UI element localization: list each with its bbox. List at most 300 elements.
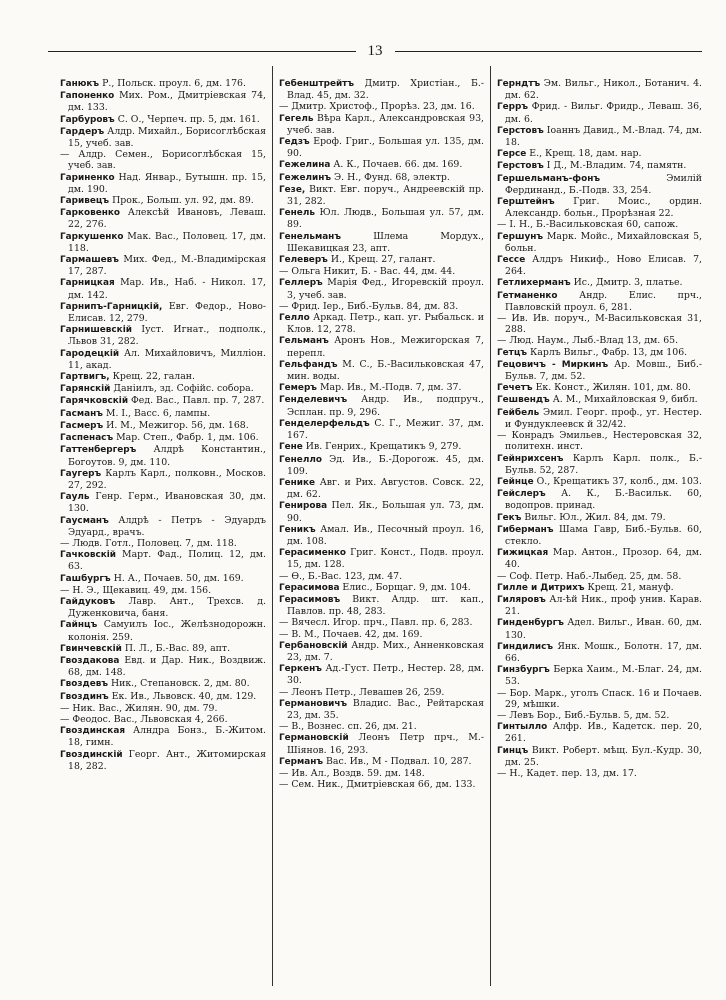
directory-entry	[60, 491, 266, 514]
entry-details: — Соф. Петр. Наб.-Лыбед. 25, дм. 58.	[497, 570, 682, 582]
entry-surname: Гарнипъ-Гарницкій,	[60, 301, 163, 312]
entry-details: Фед. Вас., Павл. пр. 7, 287.	[128, 395, 265, 407]
directory-entry	[279, 172, 484, 184]
entry-surname: Гельманъ	[279, 336, 329, 347]
entry-surname: Гинденбургъ	[497, 618, 564, 629]
entry-surname: Гезе,	[279, 184, 306, 195]
directory-entry	[60, 596, 266, 619]
entry-details: — Сем. Ник., Дмитріевская 66, дм. 133.	[279, 779, 476, 791]
entry-surname: Гинцъ	[497, 745, 529, 756]
directory-entry	[279, 277, 484, 300]
entry-details: Авг. и Рих. Августов. Совск. 22, дм. 62.	[287, 476, 484, 501]
entry-details: И., Крещ. 27, галант.	[327, 254, 436, 266]
entry-details: Мар. Степ., Фабр. 1, дм. 106.	[113, 432, 259, 444]
directory-entry	[279, 184, 484, 207]
directory-entry	[279, 756, 484, 768]
entry-surname: Гечетъ	[497, 383, 533, 394]
entry-details: Крещ. 21, мануф.	[584, 581, 674, 593]
directory-entry	[279, 382, 484, 394]
entry-surname: Гаркушенко	[60, 231, 124, 242]
directory-entry	[497, 582, 702, 594]
entry-surname: Гелло	[279, 313, 310, 324]
directory-entry	[279, 207, 484, 230]
entry-details: Марія Фед., Игоревскій проул. 3, учеб. зав.	[287, 277, 484, 301]
entry-details: Ероф. Григ., Большая ул. 135, дм. 90.	[287, 136, 484, 160]
entry-surname: Герасимова	[279, 582, 340, 593]
entry-surname: Гинтылло	[497, 722, 548, 733]
directory-entry	[60, 383, 266, 395]
directory-entry	[497, 313, 702, 335]
entry-details: Эмилій Фердинанд., Б.-Подв. 33, 254.	[505, 172, 702, 196]
directory-entry	[279, 732, 484, 755]
entry-details: — Ив. Ив. поруч., М-Васильковская 31, 288.	[497, 313, 702, 336]
directory-entry	[497, 688, 702, 710]
entry-surname: Гауль	[60, 492, 90, 503]
entry-details: М. І., Васс. 6, лампы.	[102, 407, 211, 419]
entry-surname: Гиндилисъ	[497, 641, 554, 652]
directory-entry	[497, 476, 702, 488]
entry-surname: Генельманъ	[279, 231, 341, 242]
entry-surname: Германовскій	[279, 733, 349, 744]
entry-details: Янк. Мошк., Болотн. 17, дм. 66.	[505, 640, 702, 664]
entry-details: Мар. Ив., М.-Подв. 7, дм. 37.	[316, 382, 462, 394]
entry-details: Ад.-Густ. Петр., Нестер. 28, дм. 30.	[287, 663, 484, 687]
directory-entry	[497, 617, 702, 640]
entry-surname: Гарковенко	[60, 208, 121, 219]
entry-surname: Гижицкая	[497, 548, 549, 559]
entry-surname: Гетцъ	[497, 347, 528, 358]
directory-entry	[497, 394, 702, 406]
directory-entry	[60, 691, 266, 703]
directory-entry	[497, 641, 702, 664]
entry-details: Аронъ Нов., Межигорская 7, перепл.	[287, 335, 484, 359]
entry-details: Ар. Мовш., Биб.-Бульв. 7, дм. 52.	[505, 358, 702, 383]
entry-details: Алдръ Никиф., Ново Елисав. 7, 264.	[505, 254, 702, 278]
entry-details: Іоаннъ Давид., М.-Влад. 74, дм. 18.	[505, 124, 702, 149]
entry-surname: Гежелина	[279, 160, 331, 171]
entry-details: Э. Н., Фунд. 68, электр.	[331, 171, 450, 183]
directory-entry	[60, 703, 266, 714]
directory-entry	[60, 324, 266, 347]
entry-details: Ек. Ив., Львовск. 40, дм. 129.	[108, 690, 257, 702]
entry-details: А. М., Михайловская 9, библ.	[549, 394, 698, 406]
directory-entry	[279, 663, 484, 686]
entry-details: Андр. Елис. прч., Павловскій проул. 6, 281.	[505, 289, 702, 313]
entry-details: Генр. Герм., Ивановская 30, дм. 130.	[68, 491, 266, 515]
entry-details: Алдрѣ - Петръ - Эдуардъ Эдуард., врачъ.	[68, 514, 266, 538]
entry-details: Григ. Моис., ордин. Александр. больн., Прорѣзная 22.	[505, 196, 702, 220]
entry-details: Мар. Антон., Прозор. 64, дм. 40.	[505, 547, 702, 571]
entry-details: Мак. Вас., Половец. 17, дм. 118.	[68, 230, 266, 254]
entry-details: Март. Фад., Полиц. 12, дм. 63.	[68, 549, 266, 573]
directory-entry	[497, 254, 702, 277]
entry-surname: Германъ	[279, 756, 324, 767]
directory-entry	[497, 721, 702, 744]
page-number: 13	[367, 42, 383, 59]
entry-surname: Гачковскій	[60, 550, 117, 561]
entry-surname: Гельфандъ	[279, 359, 338, 370]
entry-details: Алфр. Ив., Кадетск. пер. 20, 261.	[505, 721, 702, 745]
directory-entry	[497, 335, 702, 346]
directory-entry	[60, 371, 266, 383]
entry-surname: Геркенъ	[279, 664, 322, 675]
directory-entry	[279, 547, 484, 570]
directory-entry	[279, 418, 484, 441]
entry-surname: Герасимовъ	[279, 594, 341, 605]
entry-details: — Леонъ Петр., Левашев 26, 259.	[279, 686, 445, 698]
directory-entry	[60, 468, 266, 491]
entry-details: Андр. Мих., Анненковская 23, дм. 7.	[287, 639, 484, 663]
entry-surname: Гарянскій	[60, 384, 111, 395]
directory-entry	[497, 745, 702, 768]
directory-entry	[279, 524, 484, 547]
entry-details: — Дмитр. Христоф., Прорѣз. 23, дм. 16.	[279, 101, 475, 113]
entry-details: Прок., Больш. ул. 92, дм. 89.	[109, 195, 254, 207]
directory-entry	[60, 78, 266, 90]
directory-entry	[497, 407, 702, 430]
entry-details: Викт. Роберт. мѣщ. Бул.-Кудр. 30, дм. 25.	[505, 744, 702, 768]
column-2	[272, 66, 490, 986]
entry-details: — Н. Э., Щекавиц. 49, дм. 156.	[60, 584, 212, 596]
entry-details: О., Крещатикъ 37, колб., дм. 103.	[533, 475, 702, 487]
header-rule-left	[48, 51, 356, 52]
entry-surname: Гежелинъ	[279, 172, 332, 183]
directory-entry	[497, 196, 702, 219]
entry-details: Ник., Степановск. 2, дм. 80.	[108, 678, 250, 690]
entry-details: — Люд. Наум., Лыб.-Влад 13, дм. 65.	[497, 335, 679, 347]
directory-entry	[60, 126, 266, 149]
entry-details: — Ник. Вас., Жилян. 90, дм. 79.	[60, 702, 218, 714]
directory-entry	[279, 231, 484, 254]
entry-surname: Гессе	[497, 255, 526, 266]
directory-entry	[497, 710, 702, 721]
entry-surname: Гармашевъ	[60, 255, 119, 266]
entry-surname: Гейслеръ	[497, 489, 546, 500]
entry-details: — Алдр. Семен., Борисоглѣбская 15, учеб. зав.	[60, 149, 266, 172]
directory-entry	[60, 515, 266, 538]
directory-entry	[497, 524, 702, 547]
entry-surname: Гайдуковъ	[60, 596, 116, 607]
entry-surname: Гасманъ	[60, 408, 103, 419]
entry-details: Дмитр. Христіан., Б.-Влад. 45, дм. 32.	[287, 78, 484, 102]
entry-surname: Генель	[279, 208, 315, 219]
entry-surname: Гекъ	[497, 512, 522, 523]
entry-details: Берка Хаим., М.-Благ. 24, дм. 53.	[505, 664, 702, 688]
directory-entry	[279, 454, 484, 477]
directory-entry	[60, 432, 266, 444]
entry-surname: Герръ	[497, 102, 529, 113]
directory-entry	[279, 78, 484, 101]
entry-surname: Гелеверъ	[279, 255, 328, 266]
entry-surname: Герндтъ	[497, 79, 541, 89]
entry-details: Эмил. Георг. проф., уг. Нестер. и Фундуклеевск й 32/42.	[505, 406, 702, 430]
directory-entry	[279, 698, 484, 721]
directory-entry	[497, 453, 702, 476]
entry-details: Крещ. 22, галан.	[109, 371, 195, 383]
directory-entry	[497, 382, 702, 394]
entry-surname: Ганюкъ	[60, 79, 100, 89]
entry-details: Алексѣй Ивановъ, Леваш. 22, 276.	[68, 207, 266, 231]
directory-entry	[60, 301, 266, 324]
entry-surname: Гилле и Дитрихъ	[497, 582, 585, 593]
directory-entry	[497, 78, 702, 101]
directory-entry	[60, 585, 266, 596]
entry-surname: Гешвендъ	[497, 395, 550, 406]
entry-details: Аркад. Петр., кап. уг. Рыбальск. и Клов. 12, 278.	[287, 312, 484, 336]
entry-surname: Герасименко	[279, 548, 347, 559]
directory-columns	[54, 66, 708, 986]
directory-entry	[60, 90, 266, 113]
entry-surname: Германовичъ	[279, 698, 348, 709]
entry-surname: Гарнишевскій	[60, 325, 132, 336]
entry-details: Лавр. Ант., Трехсв. д. Дуженковича, баня.	[68, 595, 266, 620]
directory-entry	[279, 335, 484, 358]
directory-entry	[60, 725, 266, 748]
entry-details: Алдр. Михайл., Борисоглѣбская 15, учеб. зав.	[68, 125, 266, 150]
entry-details: — Ѳ., Б.-Вас. 123, дм. 47.	[279, 570, 403, 582]
entry-surname: Гемеръ	[279, 383, 317, 394]
entry-details: Н. А., Почаев. 50, дм. 169.	[110, 572, 244, 584]
entry-surname: Гартвигъ,	[60, 372, 110, 383]
entry-surname: Гвинчевскій	[60, 643, 122, 654]
directory-entry	[279, 721, 484, 732]
entry-surname: Генделевичъ	[279, 395, 348, 406]
entry-details: — Феодос. Вас., Львовская 4, 266.	[60, 713, 228, 725]
entry-surname: Гетманенко	[497, 290, 558, 301]
entry-details: Георг. Ант., Житомирская 18, 282.	[68, 748, 266, 772]
entry-details: І Д., М.-Владим. 74, памятн.	[543, 160, 687, 172]
directory-entry	[279, 687, 484, 698]
entry-surname: Гариненко	[60, 172, 115, 183]
entry-surname: Герстовъ	[497, 161, 544, 172]
directory-entry	[279, 617, 484, 628]
entry-details: Пел. Як., Большая ул. 73, дм. 90.	[287, 500, 484, 524]
entry-details: Андр. Ив., подпруч., Эсплан. пр. 9, 296.	[287, 394, 484, 418]
entry-surname: Гасмеръ	[60, 420, 104, 431]
directory-entry	[497, 277, 702, 289]
directory-entry	[279, 629, 484, 640]
header-rule-right	[395, 51, 703, 52]
directory-entry	[60, 619, 266, 642]
entry-details: — Ив. Ал., Воздв. 59. дм. 148.	[279, 767, 425, 779]
directory-entry	[497, 101, 702, 124]
entry-surname: Гаттенбергеръ	[60, 445, 137, 456]
directory-entry	[60, 444, 266, 467]
directory-entry	[497, 290, 702, 313]
entry-details: Адел. Вильг., Иван. 60, дм. 130.	[505, 617, 702, 641]
entry-details: Карлъ Карл. полк., Б.-Бульв. 52, 287.	[505, 452, 702, 476]
directory-entry	[279, 254, 484, 266]
entry-details: — Людв. Готл., Половец. 7, дм. 118.	[60, 537, 237, 549]
entry-details: Викт. Алдр. шт. кап., Павлов. пр. 48, 283.	[287, 593, 484, 618]
directory-entry	[279, 441, 484, 453]
directory-entry	[497, 594, 702, 617]
entry-details: Ал-ѣй Ник., проф унив. Карав. 21.	[505, 593, 702, 618]
entry-details: Владис. Вас., Рейтарская 23, дм. 35.	[287, 697, 484, 721]
entry-details: Юл. Людв., Большая ул. 57, дм. 89.	[287, 207, 484, 231]
entry-details: С. О., Черпеч. пр. 5, дм. 161.	[114, 113, 260, 125]
entry-surname: Гершунъ	[497, 231, 544, 242]
entry-details: Карлъ Вильг., Фабр. 13, дм 106.	[527, 346, 688, 358]
entry-details: Ис., Дмитр. 3, платье.	[570, 277, 683, 289]
directory-entry	[279, 159, 484, 171]
entry-details: — Фрид. Іер., Биб.-Бульв. 84, дм. 83.	[279, 300, 459, 312]
directory-entry	[60, 114, 266, 126]
entry-surname: Герштейнъ	[497, 197, 555, 208]
directory-entry	[279, 266, 484, 277]
entry-surname: Геллеръ	[279, 278, 323, 289]
entry-surname: Генделерфельдъ	[279, 418, 370, 429]
directory-entry	[60, 195, 266, 207]
entry-details: — В. М., Почаев. 42, дм. 169.	[279, 628, 423, 640]
directory-entry	[279, 640, 484, 663]
entry-surname: Гиберманъ	[497, 524, 554, 535]
entry-surname: Гаривецъ	[60, 196, 110, 207]
directory-entry	[497, 571, 702, 582]
directory-entry	[60, 573, 266, 585]
entry-details: Ив. Генрих., Крещатикъ 9, 279.	[302, 441, 462, 453]
entry-surname: Гарбуровъ	[60, 114, 115, 125]
directory-entry	[60, 172, 266, 195]
entry-details: Р., Польск. проул. 6, дм. 176.	[99, 78, 246, 89]
directory-entry	[497, 219, 702, 230]
directory-entry	[279, 582, 484, 594]
entry-details: Вильг. Юл., Жил. 84, дм. 79.	[521, 511, 666, 523]
directory-entry	[60, 348, 266, 371]
directory-entry	[279, 779, 484, 790]
directory-entry	[279, 312, 484, 335]
directory-entry	[60, 254, 266, 277]
entry-surname: Генелло	[279, 454, 322, 465]
directory-entry	[60, 678, 266, 690]
entry-details: Іуст. Игнат., подполк., Львов 31, 282.	[68, 324, 266, 348]
directory-entry	[60, 538, 266, 549]
entry-surname: Гвоздевъ	[60, 679, 108, 690]
directory-entry	[279, 101, 484, 112]
entry-surname: Гейбель	[497, 407, 540, 418]
directory-entry	[497, 488, 702, 511]
entry-details: Елис., Борщаг. 9, дм. 104.	[339, 581, 471, 593]
directory-entry	[60, 420, 266, 432]
directory-entry	[279, 301, 484, 312]
entry-surname: Гаугеръ	[60, 468, 102, 479]
entry-details: Над. Январ., Бутышн. пр. 15, дм. 190.	[68, 171, 266, 195]
entry-details: — В., Вознес. сп. 26, дм. 21.	[279, 721, 417, 733]
entry-details: Евд. и Дар. Ник., Воздвиж. 68, дм. 148.	[68, 654, 266, 679]
entry-surname: Генирова	[279, 501, 328, 512]
column-3	[490, 66, 708, 986]
directory-entry	[279, 500, 484, 523]
entry-surname: Гейнрихсенъ	[497, 453, 564, 464]
entry-details: — Конрадъ Эмильев., Нестеровская 32, политехн. инст.	[497, 430, 702, 453]
entry-details: И. М., Межигор. 56, дм. 168.	[103, 419, 249, 431]
column-1	[54, 66, 272, 986]
directory-entry	[279, 594, 484, 617]
directory-entry	[60, 655, 266, 678]
entry-details: — І. Н., Б.-Васильковская 60, сапож.	[497, 219, 679, 231]
entry-details: Карлъ Карл., полковн., Москов. 27, 292.	[68, 467, 266, 491]
entry-surname: Гародецкій	[60, 348, 120, 359]
page-header	[48, 40, 702, 62]
directory-entry	[60, 395, 266, 407]
entry-details: С. Г., Межиг. 37, дм. 167.	[287, 417, 484, 442]
directory-entry	[497, 430, 702, 452]
entry-surname: Гегель	[279, 113, 314, 124]
entry-details: Шама Гавр, Биб.-Бульв. 60, стекло.	[505, 523, 702, 547]
entry-details: Е., Крещ. 18, дам. нар.	[526, 148, 642, 160]
entry-surname: Гвоздинскій	[60, 749, 123, 760]
entry-details: Алдрѣ Константин., Богоутов. 9, дм. 110.	[68, 444, 266, 468]
directory-entry	[279, 768, 484, 779]
entry-details: Фрид. - Вильг. Фридр., Леваш. 36, дм. 6.	[505, 101, 702, 125]
directory-entry	[497, 231, 702, 254]
entry-surname: Гербановскій	[279, 640, 348, 651]
entry-details: Самуилъ Іос., Желѣзнодорожн. колонія. 259.	[68, 619, 266, 643]
entry-surname: Гардеръ	[60, 126, 105, 137]
entry-surname: Герстовъ	[497, 125, 544, 136]
entry-details: Вас. Ив., М - Подвал. 10, 287.	[323, 755, 472, 767]
entry-details: — Левъ Бор., Биб.-Бульв. 5, дм. 52.	[497, 709, 670, 721]
entry-details: Григ. Конст., Подв. проул. 15, дм. 128.	[287, 547, 484, 571]
entry-surname: Гейнце	[497, 476, 534, 487]
entry-surname: Гвоздинъ	[60, 691, 109, 702]
entry-surname: Гарячковскій	[60, 396, 129, 407]
entry-details: Алндра Бонз., Б.-Житом. 18, гимн.	[68, 725, 266, 749]
entry-details: П. Л., Б.-Вас. 89, апт.	[121, 642, 231, 654]
entry-details: Мих. Ром., Дмитріевская 74, дм. 133.	[68, 90, 266, 114]
entry-details: А. К., Почаев. 66. дм. 169.	[330, 159, 463, 171]
entry-details: А. К., Б.-Васильк. 60, водопров. принад.	[505, 488, 702, 512]
entry-details: Мар. Ив., Наб. - Никол. 17, дм. 142.	[68, 277, 266, 301]
entry-surname: Генике	[279, 477, 316, 488]
directory-entry	[60, 714, 266, 725]
entry-details: — Вячесл. Игор. прч., Павл. пр. 6, 283.	[279, 617, 473, 629]
entry-surname: Гарницкая	[60, 278, 115, 289]
entry-details: Вѣра Карл., Александровская 93, учеб. зав.	[287, 112, 484, 136]
entry-surname: Гедзъ	[279, 137, 310, 148]
entry-details: Амал. Ив., Песочный проул. 16, дм. 108.	[287, 523, 484, 547]
directory-entry	[497, 512, 702, 524]
entry-surname: Гетлихерманъ	[497, 278, 571, 289]
directory-entry	[497, 148, 702, 160]
directory-entry	[60, 207, 266, 230]
entry-details: Ек. Конст., Жилян. 101, дм. 80.	[532, 382, 691, 394]
entry-details: Леонъ Петр прч., М.-Шіянов. 16, 293.	[287, 732, 484, 756]
entry-surname: Гвоздинская	[60, 726, 126, 737]
directory-entry	[60, 408, 266, 420]
directory-entry	[279, 113, 484, 136]
entry-details: — Бор. Марк., уголъ Спаск. 16 и Почаев. 29, мѣшки.	[497, 687, 702, 710]
directory-entry	[497, 768, 702, 779]
entry-surname: Гашбургъ	[60, 573, 111, 584]
entry-surname: Гапоненко	[60, 91, 115, 102]
entry-surname: Гаспенасъ	[60, 433, 114, 444]
directory-entry	[497, 547, 702, 570]
entry-details: Эд. Ив., Б.-Дорогож. 45, дм. 109.	[287, 453, 484, 477]
directory-entry	[497, 125, 702, 148]
entry-surname: Герсе	[497, 149, 527, 160]
entry-surname: Гаусманъ	[60, 515, 109, 526]
entry-surname: Гене	[279, 442, 303, 453]
directory-entry	[279, 571, 484, 582]
entry-details: Марк. Мойс., Михайловская 5, больн.	[505, 230, 702, 254]
entry-details: Ал. Михайловичъ, Милліон. 11, акад.	[68, 347, 266, 371]
directory-entry	[279, 394, 484, 417]
directory-entry	[60, 149, 266, 171]
entry-surname: Гецовичъ - Миркинъ	[497, 359, 609, 370]
directory-entry	[497, 359, 702, 382]
directory-entry	[279, 477, 484, 500]
